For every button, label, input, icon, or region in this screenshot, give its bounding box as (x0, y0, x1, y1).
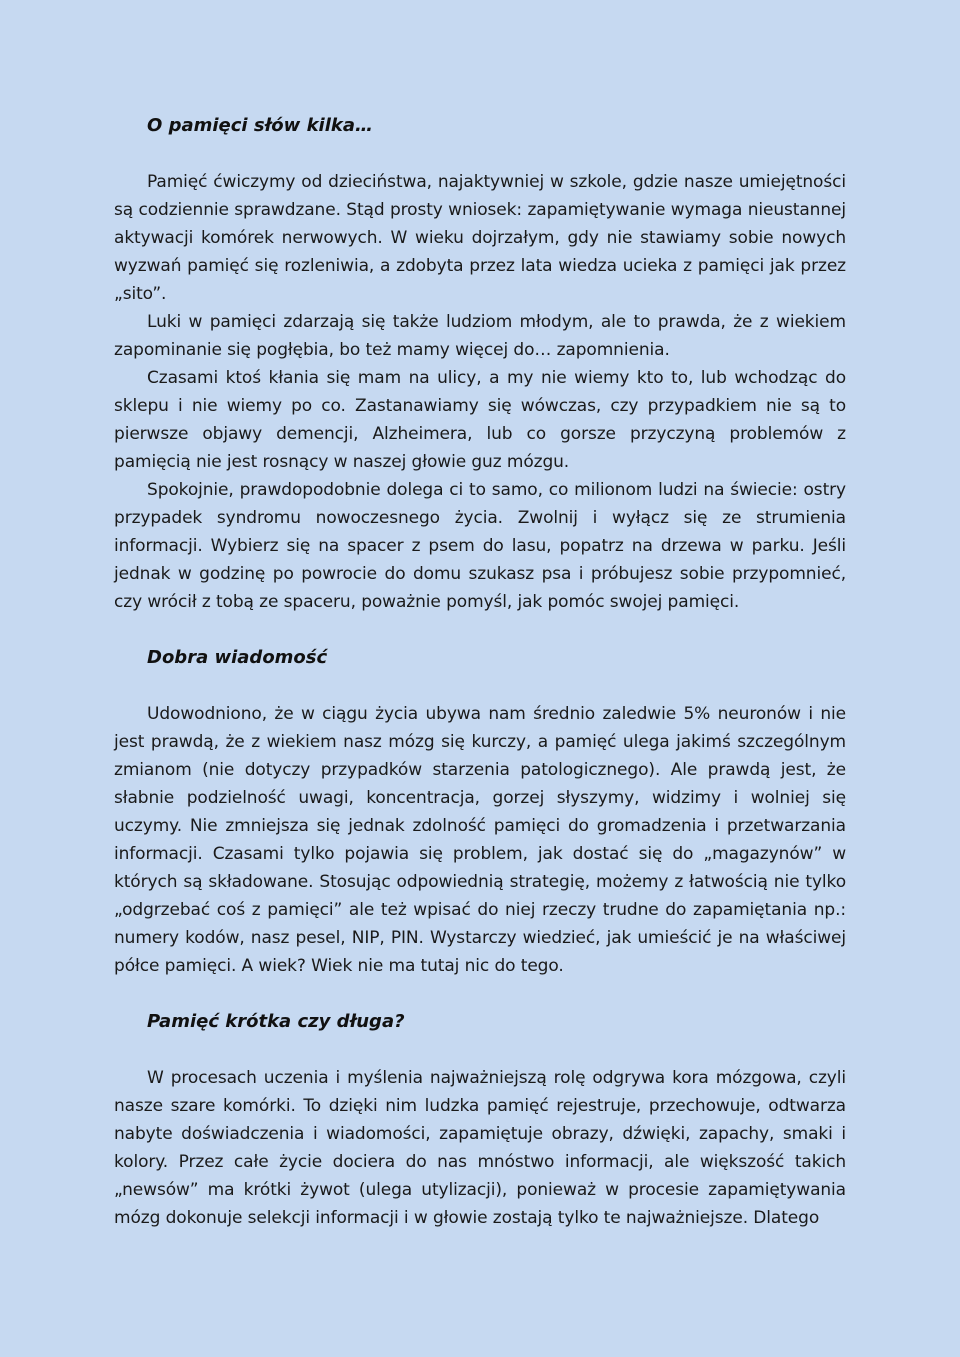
paragraph: Spokojnie, prawdopodobnie dolega ci to samo, co milionom ludzi na świecie: ostry przypadek syndromu nowoczesnego życia. Zwolnij i wyłącz się ze strumienia informacji. Wybierz się na spacer z psem do lasu, popatrz na drzewa w parku. Jeśli jednak w godzinę po powrocie do domu szukasz psa i próbujesz sobie przypomnieć, czy wrócił z tobą ze spaceru, poważnie pomyśl, jak pomóc swojej pamięci. (114, 480, 846, 612)
paragraph: Udowodniono, że w ciągu życia ubywa nam średnio zaledwie 5% neuronów i nie jest prawdą, że z wiekiem nasz mózg się kurczy, a pamięć ulega jakimś szczególnym zmianom (nie dotyczy przypadków starzenia patologicznego). Ale prawdą jest, że słabnie podzielność uwagi, koncentracja, gorzej słyszymy, widzimy i wolniej się uczymy. Nie zmniejsza się jednak zdolność pamięci do gromadzenia i przetwarzania informacji. Czasami tylko pojawia się problem, jak dostać się do „magazynów” w których są składowane. Stosując odpowiednią strategię, możemy z łatwością nie tylko „odgrzebać coś z pamięci” ale też wpisać do niej rzeczy trudne do zapamiętania np.: numery kodów, nasz pesel, NIP, PIN. Wystarczy wiedzieć, jak umieścić je na właściwej półce pamięci. A wiek? Wiek nie ma tutaj nic do tego. (114, 704, 846, 976)
section-heading-good-news: Dobra wiadomość (147, 647, 328, 668)
paragraph: W procesach uczenia i myślenia najważniejszą rolę odgrywa kora mózgowa, czyli nasze szare komórki. To dzięki nim ludzka pamięć rejestruje, przechowuje, odtwarza nabyte doświadczenia i wiadomości, zapamiętuje obrazy, dźwięki, zapachy, smaki i kolory. Przez całe życie dociera do nas mnóstwo informacji, ale większość takich „newsów” ma krótki żywot (ulega utylizacji), ponieważ w procesie zapamiętywania mózg dokonuje selekcji informacji i w głowie zostają tylko te najważniejsze. Dlatego (114, 1068, 846, 1228)
section-heading-short-or-long: Pamięć krótka czy długa? (147, 1011, 405, 1032)
paragraph: Pamięć ćwiczymy od dzieciństwa, najaktywniej w szkole, gdzie nasze umiejętności są codziennie sprawdzane. Stąd prosty wniosek: zapamiętywanie wymaga nieustannej aktywacji komórek nerwowych. W wieku dojrzałym, gdy nie stawiamy sobie nowych wyzwań pamięć się rozleniwia, a zdobyta przez lata wiedza ucieka z pamięci jak przez „sito”. (114, 172, 846, 304)
paragraph: Luki w pamięci zdarzają się także ludziom młodym, ale to prawda, że z wiekiem zapominanie się pogłębia, bo też mamy więcej do… zapomnienia. (114, 312, 846, 360)
paragraph: Czasami ktoś kłania się mam na ulicy, a my nie wiemy kto to, lub wchodząc do sklepu i nie wiemy po co. Zastanawiamy się wówczas, czy przypadkiem nie są to pierwsze objawy demencji, Alzheimera, lub co gorsze przyczyną problemów z pamięcią nie jest rosnący w naszej głowie guz mózgu. (114, 368, 846, 472)
section-heading-memory: O pamięci słów kilka… (147, 115, 373, 136)
